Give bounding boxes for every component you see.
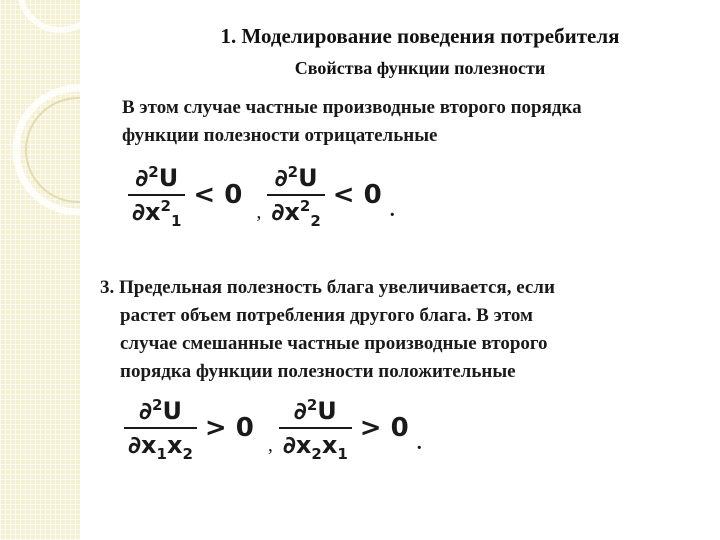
section-1-text xyxy=(122,94,714,150)
fraction-denominator: $\partial x_1x_2$ xyxy=(128,431,193,463)
formula-terminator: . xyxy=(416,431,422,454)
formula-separator: , xyxy=(256,200,262,223)
relation-greater-than-zero: > 0 xyxy=(204,413,254,443)
section-3-line-2: растет объем потребления другого блага. В этом xyxy=(120,305,533,326)
relation-greater-than-zero: > 0 xyxy=(359,413,409,443)
fraction-denominator: $\partial x^2_1$ xyxy=(132,197,182,230)
section-1-line-2: функции полезности отрицательные xyxy=(122,125,438,146)
formula-negative-second-derivatives xyxy=(128,163,395,230)
decorative-arcs xyxy=(0,0,80,540)
slide-title: 1. Моделирование поведения потребителя xyxy=(220,24,620,48)
slide-subtitle: Свойства функции полезности xyxy=(294,58,546,78)
fraction-d2u-dx1-squared xyxy=(128,163,185,230)
decorative-side-strip xyxy=(0,0,80,540)
section-1-line-1: В этом случае частные производные второго порядка xyxy=(122,97,582,118)
fraction-d2u-dx2x1 xyxy=(279,396,352,463)
fraction-numerator: ∂$^2$U xyxy=(274,163,318,192)
formula-separator: , xyxy=(267,433,273,456)
fraction-d2u-dx1x2 xyxy=(124,396,197,463)
formula-positive-mixed-derivatives xyxy=(124,396,422,463)
formula-terminator: . xyxy=(389,198,395,221)
relation-less-than-zero: < 0 xyxy=(332,180,382,210)
fraction-numerator: ∂$^2$U xyxy=(138,396,182,425)
fraction-numerator: ∂$^2$U xyxy=(293,396,337,425)
section-3-line-3: случае смешанные частные производные второго xyxy=(120,333,548,354)
section-3-line-1: 3. Предельная полезность блага увеличивается, если xyxy=(100,277,555,298)
relation-less-than-zero: < 0 xyxy=(193,180,243,210)
section-3-text xyxy=(100,274,700,386)
section-3-line-4: порядка функции полезности положительные xyxy=(120,361,516,382)
fraction-denominator: $\partial x_2x_1$ xyxy=(282,431,348,463)
fraction-numerator: ∂$^2$U xyxy=(135,163,179,192)
fraction-denominator: $\partial x^2_2$ xyxy=(271,197,321,230)
fraction-d2u-dx2-squared xyxy=(267,163,324,230)
